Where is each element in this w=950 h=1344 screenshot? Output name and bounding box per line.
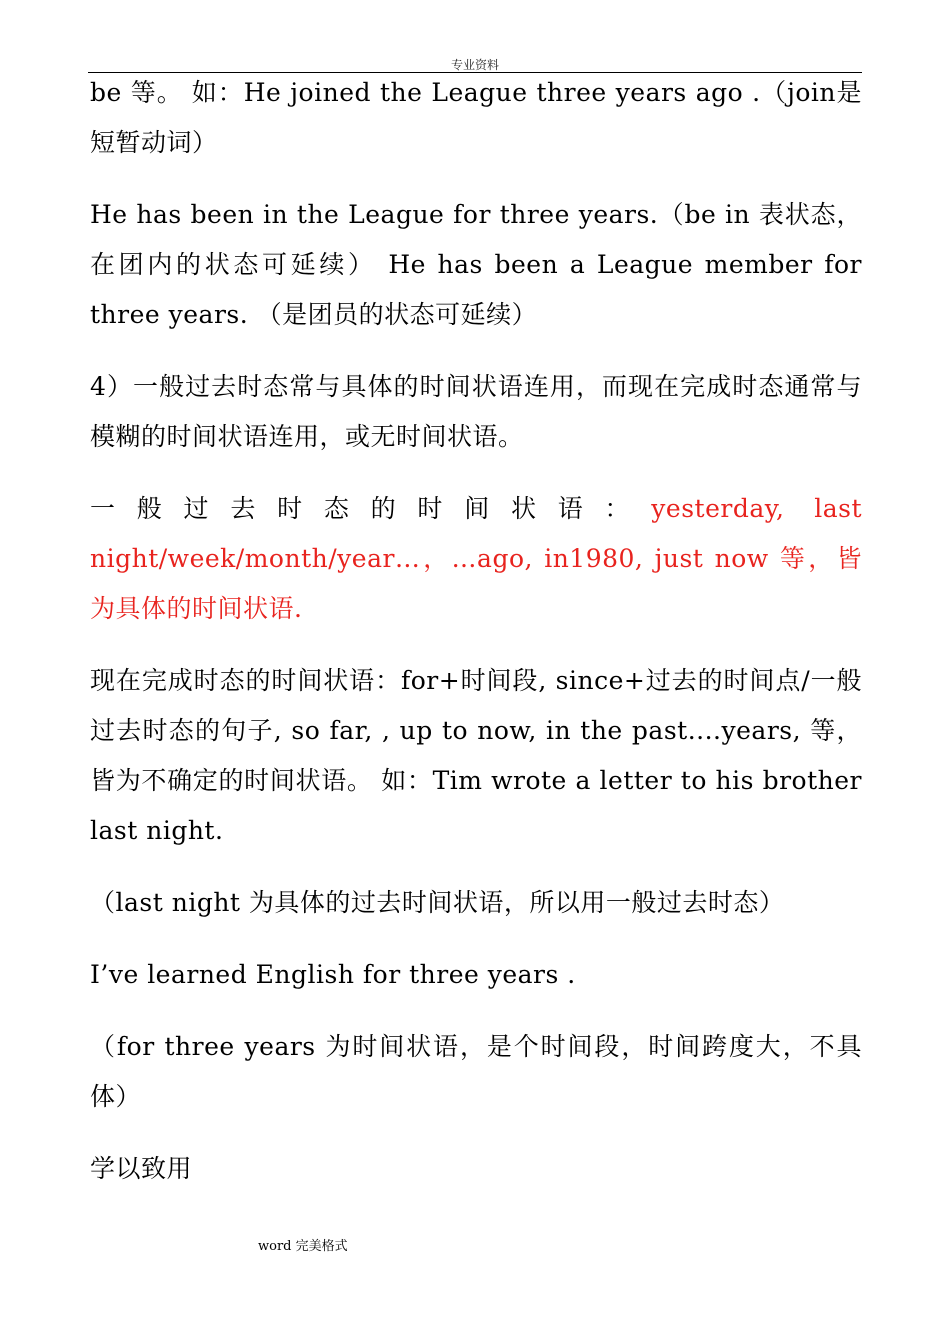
page-footer-label: word 完美格式 bbox=[258, 1239, 348, 1254]
paragraph-4 bbox=[90, 484, 862, 634]
paragraph-2: He has been in the League for three years.（be in 表状态，在团内的状态可延续） He has been a League member for three years. （是团员的状态可延续） bbox=[90, 200, 862, 329]
document-body bbox=[90, 68, 862, 1216]
paragraph-3: 4）一般过去时态常与具体的时间状语连用，而现在完成时态通常与模糊的时间状语连用，或无时间状语。 bbox=[90, 372, 862, 451]
paragraph-5: 现在完成时态的时间状语：for+时间段, since+过去的时间点/一般过去时态的句子, so far, , up to now, in the past....years, 等，皆为不确定的时间状语。 如：Tim wrote a letter to his brother last night. bbox=[90, 666, 862, 845]
past-tense-examples: yesterday, last night/week/month/year…，…ago, in1980, just now 等，皆为具体的时间状语. bbox=[90, 494, 862, 623]
page-header-title: 专业资料 bbox=[450, 58, 499, 72]
paragraph-6: （last night 为具体的过去时间状语，所以用一般过去时态） bbox=[90, 888, 785, 917]
paragraph-7: I’ve learned English for three years . bbox=[90, 960, 576, 989]
paragraph-9: 学以致用 bbox=[90, 1154, 193, 1183]
paragraph-8: （for three years 为时间状语，是个时间段，时间跨度大，不具体） bbox=[90, 1032, 862, 1111]
past-tense-label: 一般过去时态的时间状语： bbox=[90, 494, 652, 523]
paragraph-1: be 等。 如：He joined the League three years ago .（join是短暂动词） bbox=[90, 78, 862, 157]
